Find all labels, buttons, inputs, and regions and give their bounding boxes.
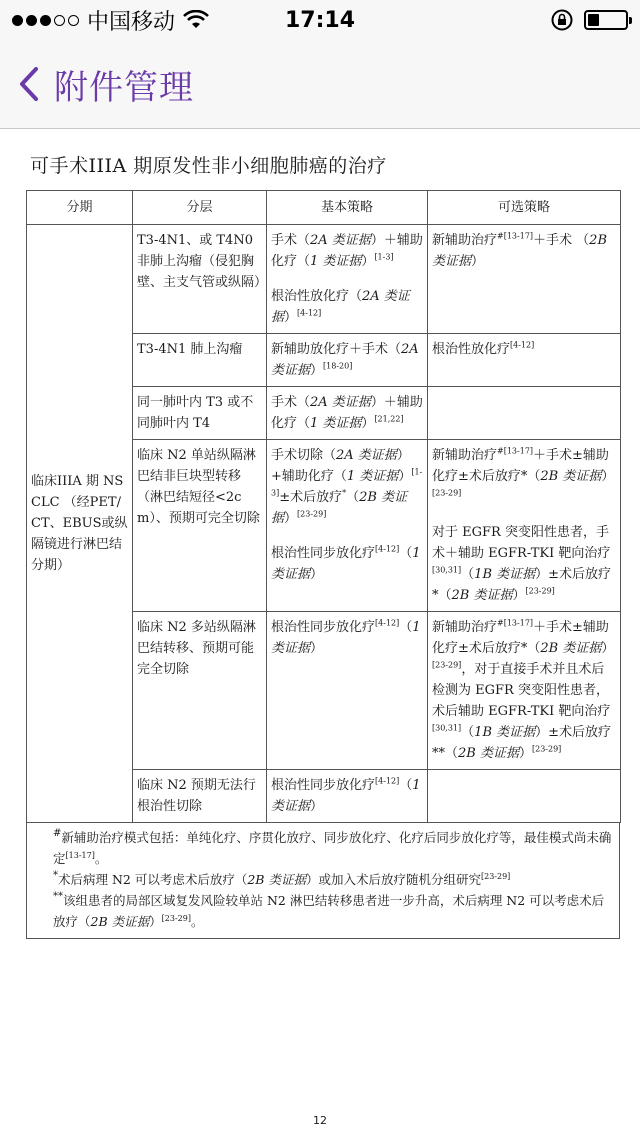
text-run: ）: [149, 914, 162, 929]
text-run: 根治性同步放化疗: [271, 620, 376, 635]
citation: [4-12]: [375, 776, 400, 786]
text-run: ）: [361, 416, 375, 431]
layer-cell: 同一肺叶内 T3 或不同肺叶内 T4: [133, 387, 267, 440]
text-run: ±术后放疗: [279, 490, 343, 505]
footnote: [53, 827, 613, 869]
citation: #[13-17]: [497, 231, 534, 241]
signal-dot: [54, 15, 65, 26]
citation: [4-12]: [375, 544, 400, 554]
table-header-row: [27, 191, 621, 225]
text-run: ）: [601, 641, 615, 656]
citation: [4-12]: [510, 340, 535, 350]
text-run: 根治性同步放化疗: [271, 778, 376, 793]
nav-title: 附件管理: [54, 67, 194, 108]
text-run: 2B 类证据: [540, 469, 602, 484]
text-run: 2B 类证据: [247, 872, 306, 887]
citation: [13-17]: [65, 850, 95, 860]
text-run: 2A 类证据: [271, 289, 410, 325]
page-number: 12: [313, 1114, 327, 1127]
text-run: （: [461, 725, 475, 740]
basic-cell: [267, 440, 428, 612]
citation: [23-29]: [432, 660, 462, 670]
text-run: ）: [361, 254, 375, 269]
battery-icon: [584, 10, 628, 30]
cell-paragraph: [271, 392, 423, 434]
text-run: ）: [310, 799, 324, 814]
text-run: 2B 类证据: [540, 641, 602, 656]
stage-cell: 临床IIIA 期 NSCLC （经PET/CT、EBUS或纵隔镜进行淋巴结分期）: [27, 225, 133, 823]
cell-paragraph: [432, 339, 616, 360]
text-run: （: [461, 567, 475, 582]
text-run: 2B 类证据: [432, 233, 607, 269]
cell-paragraph: [432, 617, 616, 764]
basic-cell: [267, 225, 428, 334]
citation: [1-3]: [271, 467, 423, 498]
optional-cell: [428, 225, 621, 334]
text-run: ）: [284, 310, 298, 325]
text-run: ）: [512, 588, 526, 603]
text-run: 2A 类证据: [336, 448, 397, 463]
text-run: 新辅助治疗: [432, 448, 498, 463]
text-run: 2B 类证据: [458, 746, 519, 761]
text-run: 1 类证据: [271, 620, 421, 656]
text-run: ＋手术±辅助化疗±术后放疗*（: [432, 620, 609, 656]
text-run: 1 类证据: [271, 778, 421, 814]
signal-strength-icon: [12, 15, 79, 26]
footnote-marker: #: [53, 828, 62, 839]
text-run: ）: [284, 511, 298, 526]
optional-cell: [428, 770, 621, 823]
text-run: 2A 类证据: [271, 342, 419, 378]
text-run: 新辅助治疗: [432, 233, 498, 248]
signal-dot: [40, 15, 51, 26]
document-page[interactable]: [26, 145, 620, 939]
wifi-icon: [183, 10, 209, 30]
basic-cell: [267, 612, 428, 770]
cell-paragraph: [271, 286, 423, 328]
text-run: 。: [190, 914, 204, 929]
cell-paragraph: [271, 543, 423, 585]
citation: [23-29]: [525, 586, 555, 596]
footnote: [53, 869, 613, 890]
citation: [23-29]: [161, 913, 191, 923]
optional-cell: [428, 387, 621, 440]
text-run: 根治性同步放化疗: [271, 546, 376, 561]
citation: [4-12]: [297, 308, 322, 318]
text-run: ）: [310, 641, 324, 656]
cell-paragraph: [271, 445, 423, 529]
citation: *: [342, 488, 347, 498]
text-run: ）: [398, 469, 412, 484]
layer-cell: T3-4N1 肺上沟瘤: [133, 334, 267, 387]
citation: [1-3]: [374, 252, 394, 262]
text-run: 根治性放化疗（: [271, 289, 363, 304]
text-run: 新辅助治疗: [432, 620, 498, 635]
text-run: 新辅助放化疗＋手术（: [271, 342, 402, 357]
header-stage: 分期: [27, 191, 133, 225]
layer-cell: 临床 N2 多站纵隔淋巴结转移、预期可能完全切除: [133, 612, 267, 770]
citation: [23-29]: [480, 871, 511, 881]
cell-paragraph: [271, 230, 423, 272]
text-run: 。: [94, 851, 108, 866]
text-run: 新辅助治疗模式包括：单纯化疗、序贯化放疗、同步放化疗、化疗后同步放化疗等，最佳模式尚未确定: [53, 830, 612, 866]
text-run: 术后病理 N2 可以考虑术后放疗（: [58, 872, 248, 887]
table-row: [27, 225, 621, 334]
text-run: ＋手术 （: [533, 233, 590, 248]
optional-cell: [428, 334, 621, 387]
text-run: 手术（: [271, 395, 311, 410]
footnote-marker: *: [53, 870, 58, 881]
text-run: 对于 EGFR 突变阳性患者，手术＋辅助 EGFR-TKI 靶向治疗: [432, 525, 611, 561]
text-run: ）: [601, 469, 615, 484]
status-time: 17:14: [284, 7, 356, 33]
header-basic: 基本策略: [267, 191, 428, 225]
text-run: ，对于直接手术并且术后检测为 EGFR 突变阳性患者，术后辅助 EGFR-TKI 靶向治疗: [432, 662, 611, 719]
text-run: 2B 类证据: [451, 588, 513, 603]
footnote-marker: **: [53, 891, 63, 902]
text-run: ）＋辅助化疗（: [271, 395, 423, 431]
basic-cell: [267, 334, 428, 387]
signal-dot: [26, 15, 37, 26]
layer-cell: T3-4N1、或 T4N0 非肺上沟瘤（侵犯胸壁、主支气管或纵隔）: [133, 225, 267, 334]
carrier-name: 中国移动: [87, 9, 176, 35]
cell-paragraph: [432, 522, 616, 606]
cell-paragraph: [271, 339, 423, 381]
citation: [21,22]: [374, 414, 404, 424]
text-run: 1 类证据: [310, 416, 362, 431]
text-run: ）＋辅助化疗（: [271, 233, 423, 269]
optional-cell: [428, 440, 621, 612]
citation: [23-29]: [532, 744, 562, 754]
text-run: 2B 类证据: [271, 490, 408, 526]
text-run: 1 类证据: [310, 254, 362, 269]
footnote: [53, 890, 613, 932]
text-run: ）±术后放疗*（: [432, 567, 612, 603]
signal-dot: [12, 15, 23, 26]
text-run: （: [346, 490, 360, 505]
text-run: ）+辅助化疗（: [271, 448, 410, 484]
text-run: 1B 类证据: [474, 725, 536, 740]
cell-paragraph: [432, 230, 616, 272]
text-run: 该组患者的局部区域复发风险较单站 N2 淋巴结转移患者进一步升高，术后病理 N2 可以考虑术后放疗（: [53, 893, 605, 929]
text-run: ）或加入术后放疗随机分组研究: [305, 872, 481, 887]
text-run: 2A 类证据: [310, 233, 371, 248]
citation: [30,31]: [432, 723, 462, 733]
rotation-lock-icon: [550, 8, 574, 32]
text-run: ＋手术±辅助化疗±术后放疗*（: [432, 448, 609, 484]
status-bar: [0, 0, 640, 40]
document-title: 可手术IIIA 期原发性非小细胞肺癌的治疗: [30, 155, 387, 177]
basic-cell: [267, 770, 428, 823]
citation: [18-20]: [323, 361, 353, 371]
citation: [4-12]: [375, 618, 400, 628]
optional-cell: [428, 612, 621, 770]
citation: #[13-17]: [497, 446, 534, 456]
cell-paragraph: [432, 445, 616, 508]
text-run: （: [399, 546, 413, 561]
text-run: 手术（: [271, 233, 311, 248]
layer-cell: 临床 N2 预期无法行根治性切除: [133, 770, 267, 823]
back-button[interactable]: [0, 65, 42, 103]
citation: [30,31]: [432, 565, 462, 575]
text-run: 1 类证据: [346, 469, 399, 484]
text-run: 1B 类证据: [474, 567, 536, 582]
cell-paragraph: [271, 617, 423, 659]
basic-cell: [267, 387, 428, 440]
text-run: 1 类证据: [271, 546, 421, 582]
text-run: 根治性放化疗: [432, 342, 511, 357]
header-layer: 分层: [133, 191, 267, 225]
cell-paragraph: [271, 775, 423, 817]
navigation-bar: [0, 40, 640, 129]
text-run: （: [399, 778, 413, 793]
citation: #[13-17]: [497, 618, 534, 628]
layer-cell: 临床 N2 单站纵隔淋巴结非巨块型转移（淋巴结短径<2cm）、预期可完全切除: [133, 440, 267, 612]
header-optional: 可选策略: [428, 191, 621, 225]
text-run: ）: [471, 254, 485, 269]
text-run: 2B 类证据: [90, 914, 150, 929]
text-run: （: [399, 620, 413, 635]
signal-dot: [68, 15, 79, 26]
text-run: 手术切除（: [271, 448, 337, 463]
citation: [23-29]: [432, 488, 462, 498]
table-footnotes: [26, 823, 620, 939]
text-run: 2A 类证据: [310, 395, 371, 410]
chevron-left-icon: [16, 65, 42, 103]
treatment-table: [26, 190, 621, 823]
citation: [23-29]: [297, 509, 327, 519]
text-run: ）: [518, 746, 532, 761]
text-run: ）: [310, 567, 324, 582]
text-run: ）: [310, 363, 324, 378]
text-run: ）±术后放疗**（: [432, 725, 612, 761]
